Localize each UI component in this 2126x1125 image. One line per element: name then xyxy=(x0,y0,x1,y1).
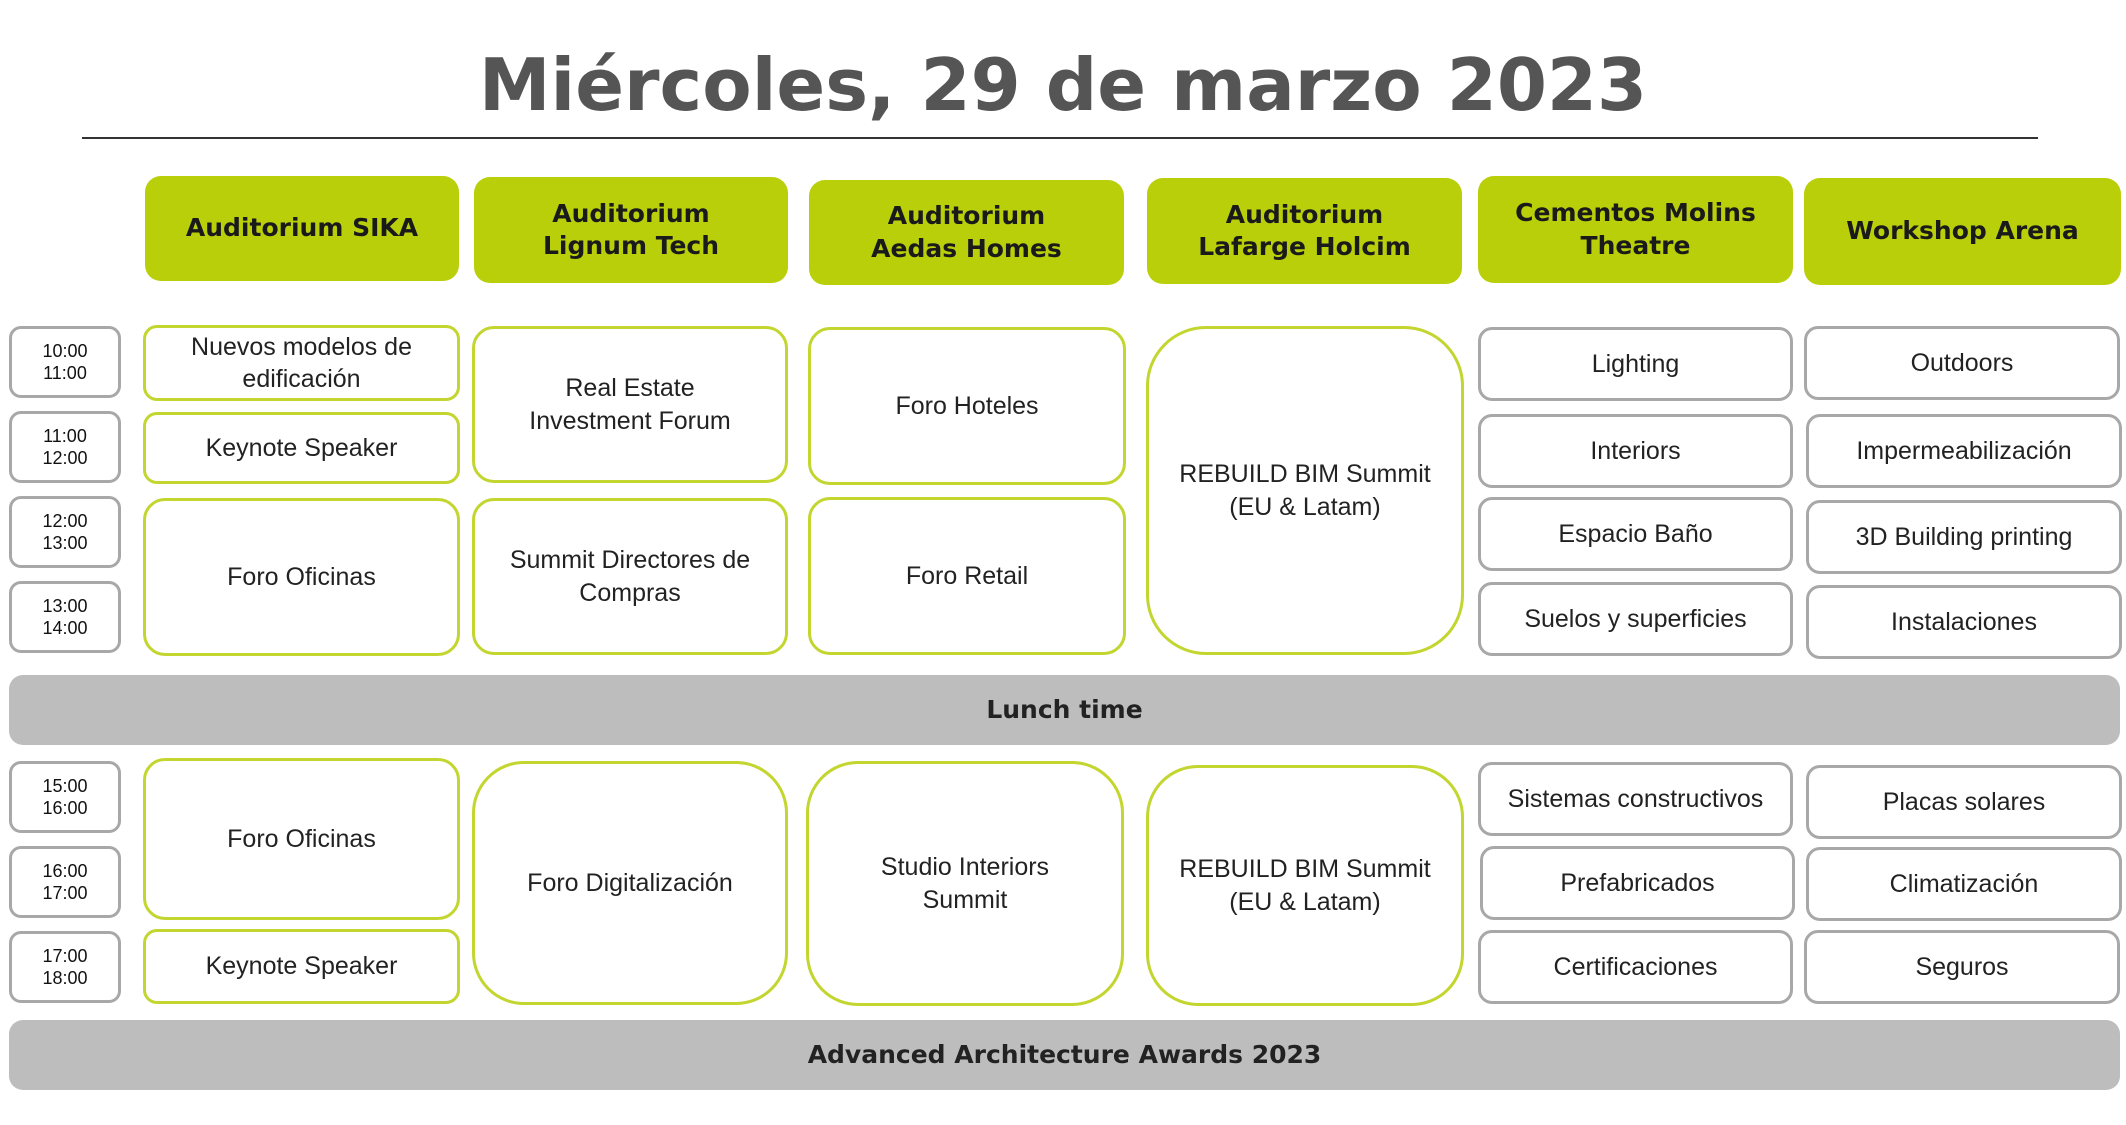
session-sika-foro-oficinas-am[interactable]: Foro Oficinas xyxy=(143,498,460,656)
header-auditorium-aedas-homes: Auditorium Aedas Homes xyxy=(809,180,1124,285)
session-molins-espacio-bano[interactable]: Espacio Baño xyxy=(1478,497,1793,571)
session-workshop-climatizacion[interactable]: Climatización xyxy=(1806,847,2122,921)
time-slot: 12:00 13:00 xyxy=(9,496,121,568)
session-workshop-seguros[interactable]: Seguros xyxy=(1804,930,2120,1004)
time-slot: 10:00 11:00 xyxy=(9,326,121,398)
session-lignum-real-estate[interactable]: Real Estate Investment Forum xyxy=(472,326,788,483)
session-aedas-foro-retail[interactable]: Foro Retail xyxy=(808,497,1126,655)
lunch-band: Lunch time xyxy=(9,675,2120,745)
session-sika-foro-oficinas-pm[interactable]: Foro Oficinas xyxy=(143,758,460,920)
header-auditorium-lafarge-holcim: Auditorium Lafarge Holcim xyxy=(1147,178,1462,284)
session-lignum-summit-directores[interactable]: Summit Directores de Compras xyxy=(472,498,788,655)
header-cementos-molins-theatre: Cementos Molins Theatre xyxy=(1478,176,1793,283)
session-workshop-instalaciones[interactable]: Instalaciones xyxy=(1806,585,2122,659)
title-divider xyxy=(82,137,2038,139)
session-molins-suelos[interactable]: Suelos y superficies xyxy=(1478,582,1793,656)
time-slot: 13:00 14:00 xyxy=(9,581,121,653)
awards-band: Advanced Architecture Awards 2023 xyxy=(9,1020,2120,1090)
session-molins-certificaciones[interactable]: Certificaciones xyxy=(1478,930,1793,1004)
session-molins-sistemas[interactable]: Sistemas constructivos xyxy=(1478,762,1793,836)
time-slot: 11:00 12:00 xyxy=(9,411,121,483)
session-lafarge-rebuild-am[interactable]: REBUILD BIM Summit (EU & Latam) xyxy=(1146,326,1464,655)
session-molins-prefabricados[interactable]: Prefabricados xyxy=(1480,846,1795,920)
page-title: Miércoles, 29 de marzo 2023 xyxy=(478,43,1648,127)
time-slot: 16:00 17:00 xyxy=(9,846,121,918)
session-workshop-outdoors[interactable]: Outdoors xyxy=(1804,326,2120,400)
header-workshop-arena: Workshop Arena xyxy=(1804,178,2121,285)
session-workshop-3d-printing[interactable]: 3D Building printing xyxy=(1806,500,2122,574)
session-sika-keynote-pm[interactable]: Keynote Speaker xyxy=(143,929,460,1004)
time-slot: 15:00 16:00 xyxy=(9,761,121,833)
time-slot: 17:00 18:00 xyxy=(9,931,121,1003)
session-aedas-foro-hoteles[interactable]: Foro Hoteles xyxy=(808,327,1126,485)
session-workshop-impermeabilizacion[interactable]: Impermeabilización xyxy=(1806,414,2122,488)
header-auditorium-lignum-tech: Auditorium Lignum Tech xyxy=(474,177,788,283)
session-lafarge-rebuild-pm[interactable]: REBUILD BIM Summit (EU & Latam) xyxy=(1146,765,1464,1006)
session-molins-interiors[interactable]: Interiors xyxy=(1478,414,1793,488)
session-sika-keynote-am[interactable]: Keynote Speaker xyxy=(143,412,460,484)
session-workshop-placas-solares[interactable]: Placas solares xyxy=(1806,765,2122,839)
session-aedas-studio-interiors[interactable]: Studio Interiors Summit xyxy=(806,761,1124,1006)
session-lignum-foro-digitalizacion[interactable]: Foro Digitalización xyxy=(472,761,788,1005)
session-molins-lighting[interactable]: Lighting xyxy=(1478,327,1793,401)
header-auditorium-sika: Auditorium SIKA xyxy=(145,176,459,281)
session-sika-nuevos-modelos[interactable]: Nuevos modelos de edificación xyxy=(143,325,460,401)
